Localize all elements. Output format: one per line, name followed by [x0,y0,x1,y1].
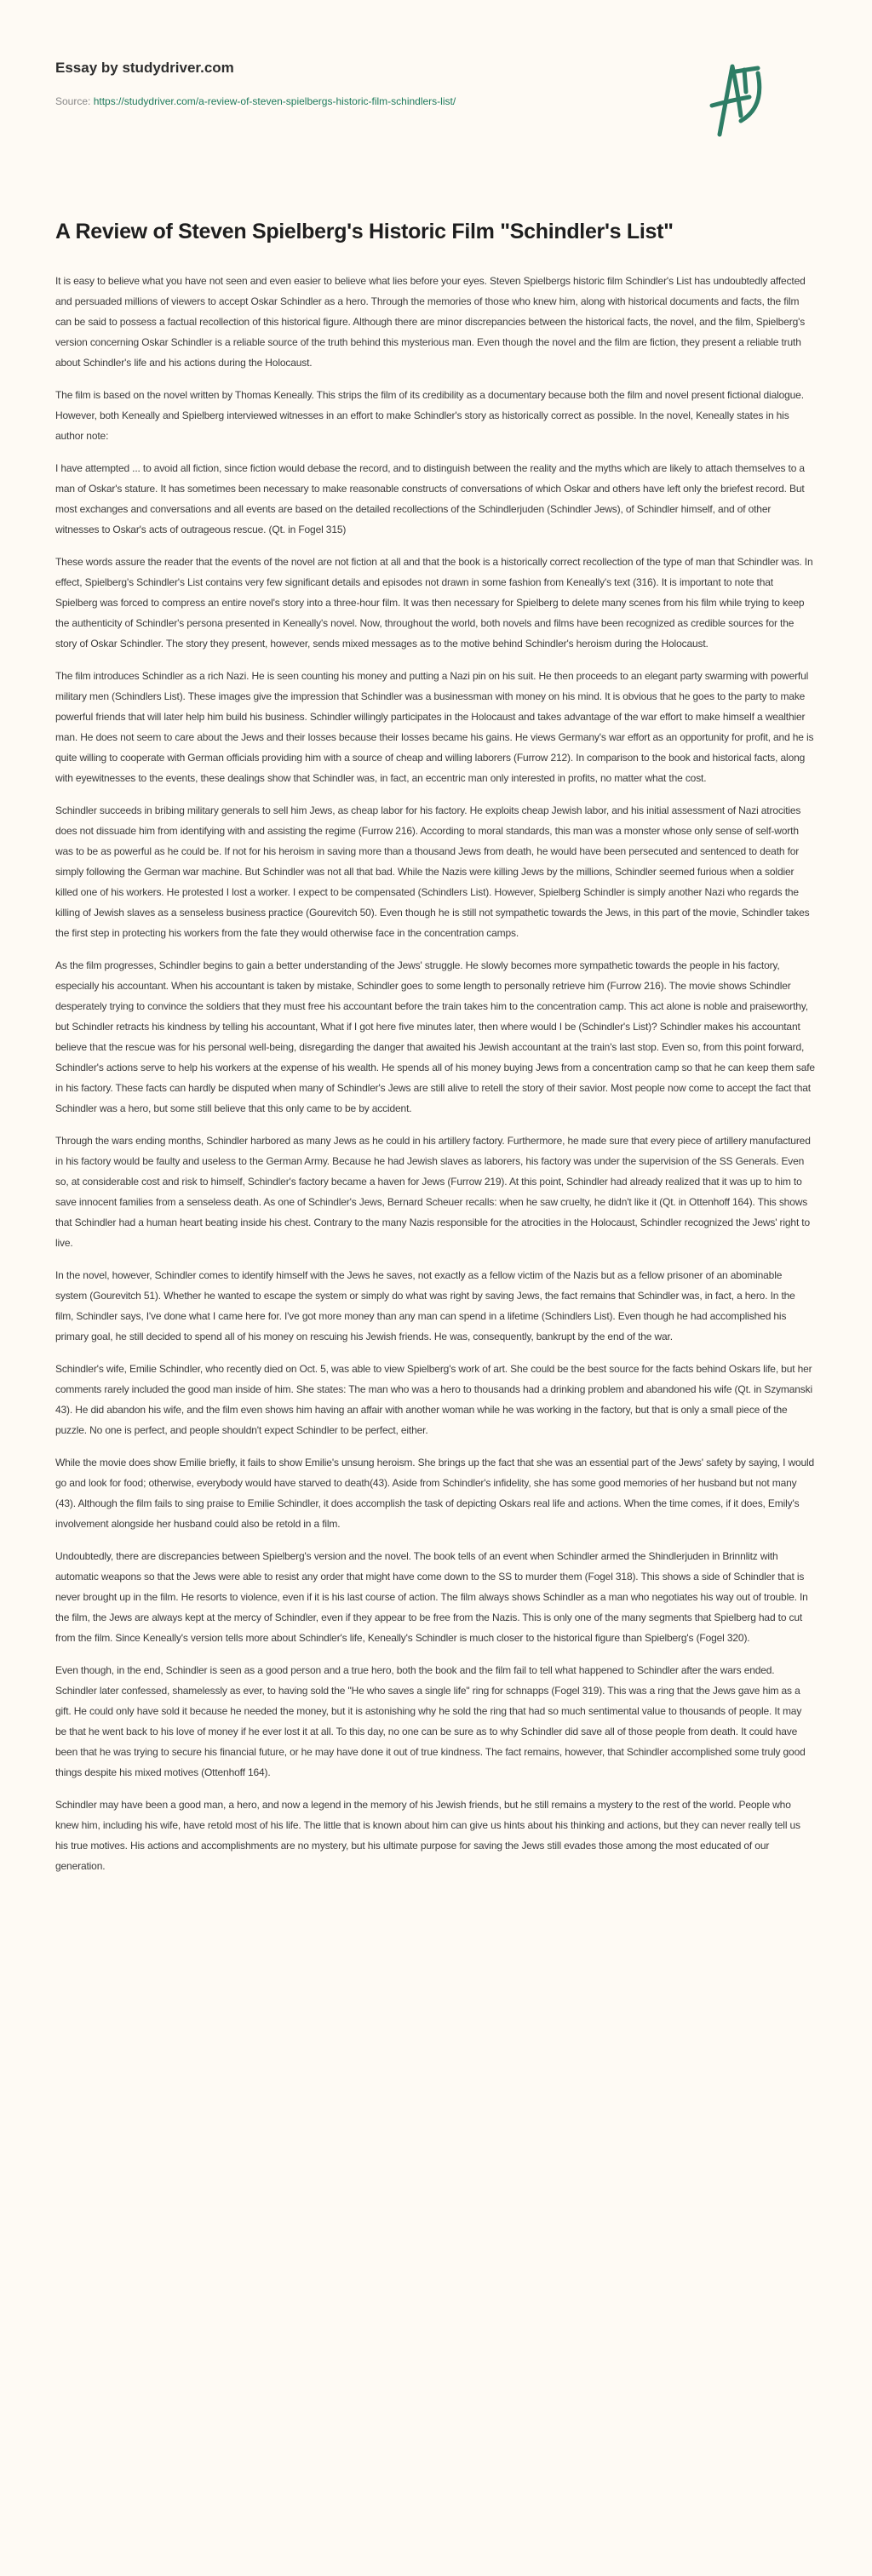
paragraph: While the movie does show Emilie briefly, it fails to show Emilie's unsung heroism. She brings up the fact that she was an essential part of the Jews' safety by saying, I would go and look for food; otherwise, everybody would have starved to death(43). Aside from Schindler's infidelity, she has some good memories of her husband but not many (43). Although the film fails to sing praise to Emilie Schindler, it does accomplish the task of depicting Oskars real life and actions. When the time comes, if it does, Emily's involvement alongside her husband could also be retold in a film. [55,1457,815,1530]
paragraph: Through the wars ending months, Schindler harbored as many Jews as he could in his artillery factory. Furthermore, he made sure that every piece of artillery manufactured in his factory would be faulty and useless to the German Army. Because he had Jewish slaves as laborers, his factory was under the supervision of the SS Generals. Even so, at considerable cost and risk to himself, Schindler's factory became a haven for Jews (Furrow 219). At this point, Schindler had already realized that it was up to him to save innocent families from a senseless death. As one of Schindler's Jews, Bernard Scheuer recalls: when he saw cruelty, he didn't like it (Qt. in Ottenhoff 164). This shows that Schindler had a human heart beating inside his chest. Contrary to the many Nazis responsible for the atrocities in the Holocaust, Schindler recognized the Jews' right to live. [55,1135,811,1249]
page-header [55,60,703,107]
source-label: Source: [55,95,91,107]
a-plus-logo-icon [705,56,807,141]
paragraph: The film introduces Schindler as a rich Nazi. He is seen counting his money and putting a Nazi pin on his suit. He then proceeds to an elegant party swarming with powerful military men (Schindlers List). These images give the impression that Schindler was a businessman with money on his mind. It is obvious that he goes to the party to make powerful friends that will later help him build his business. Schindler willingly participates in the Holocaust and takes advantage of the war effort to make himself a wealthier man. He does not seem to care about the Jews and their losses because their losses became his gains. He views Germany's war effort as an opportunity for profit, and he is quite willing to cooperate with German officials providing him with a source of cheap and willing laborers (Furrow 212). In comparison to the book and historical facts, along with eyewitnesses to the events, these dealings show that Schindler was, in fact, an eccentric man only interested in profits, no matter what the cost. [55,670,814,784]
site-title: Essay by studydriver.com [55,60,234,76]
paragraph: The film is based on the novel written by Thomas Keneally. This strips the film of its credibility as a documentary because both the film and novel present fictional dialogue. However, both Keneally and Spielberg interviewed witnesses in an effort to make Schindler's story as historically correct as possible. In the novel, Keneally states in his author note: [55,389,804,442]
paragraph: Undoubtedly, there are discrepancies between Spielberg's version and the novel. The book tells of an event when Schindler armed the Shindlerjuden in Brinnlitz with automatic weapons so that the Jews were able to resist any order that might have come down to the SS to murder them (Fogel 318). This shows a side of Schindler that is never brought up in the film. He resorts to violence, even if it is his last course of action. The film always shows Schindler as a man who negotiates his way out of trouble. In the film, the Jews are always kept at the mercy of Schindler, even if they appear to be free from the Nazis. This is only one of the many segments that Spielberg had to cut from the film. Since Keneally's version tells more about Schindler's life, Keneally's Schindler is much closer to the historical figure than Spielberg's (Fogel 320). [55,1550,808,1644]
article-title: A Review of Steven Spielberg's Historic Film "Schindler's List" [55,220,674,243]
paragraph: Schindler may have been a good man, a hero, and now a legend in the memory of his Jewish friends, but he still remains a mystery to the rest of the world. People who knew him, including his wife, have retold most of his life. The little that is known about him can give us hints about his thinking and actions, but they can never really tell us his true motives. His actions and accomplishments are no mystery, but his ultimate purpose for saving the Jews still evades those among the most educated of our generation. [55,1799,800,1872]
paragraph: In the novel, however, Schindler comes to identify himself with the Jews he saves, not exactly as a fellow victim of the Nazis but as a fellow prisoner of an abominable system (Gourevitch 51). Whether he wanted to escape the system or simply do what was right by saving Jews, the fact remains that Schindler was, in fact, a hero. In the film, Schindler says, I've done what I came here for. I've got more money than any man can spend in a lifetime (Schindlers List). Even though he had accomplished his primary goal, he still decided to spend all of his money on rescuing his Jewish friends. He was, consequently, bankrupt by the end of the war. [55,1269,795,1342]
paragraph: Schindler's wife, Emilie Schindler, who recently died on Oct. 5, was able to view Spielberg's work of art. She could be the best source for the facts behind Oskars life, but her comments rarely included the good man inside of him. She states: The man who was a hero to thousands had a drinking problem and abandoned his wife (Qt. in Szymanski 43). He did abandon his wife, and the film even shows him having an affair with another woman while he was working in the factory, but that is only a small piece of the puzzle. No one is perfect, and people shouldn't expect Schindler to be perfect, either. [55,1363,813,1436]
article [55,211,815,1888]
source-link[interactable]: https://studydriver.com/a-review-of-steven-spielbergs-historic-film-schindlers-list/ [93,95,456,107]
paragraph: These words assure the reader that the events of the novel are not fiction at all and that the book is a historically correct recollection of the type of man that Schindler was. In effect, Spielberg's Schindler's List contains very few significant details and episodes not drawn in some fashion from Keneally's text (316). It is important to note that Spielberg was forced to compress an entire novel's story into a three-hour film. It was then necessary for Spielberg to delete many scenes from his film while trying to keep the authenticity of Schindler's persona presented in Keneally's novel. Now, throughout the world, both novels and films have been recognized as credible sources for the story of Oskar Schindler. The story they present, however, sends mixed messages as to the motive behind Schindler's heroism during the Holocaust. [55,556,813,650]
source-line [55,95,703,107]
paragraph: Schindler succeeds in bribing military generals to sell him Jews, as cheap labor for his factory. He exploits cheap Jewish labor, and his initial assessment of Nazi atrocities does not dissuade him from identifying with and assisting the regime (Furrow 216). According to moral standards, this man was a monster whose only sense of self-worth was to be as powerful as he could be. If not for his heroism in saving more than a thousand Jews from death, he would have been persecuted and sentenced to death for simply following the German war machine. But Schindler was not all that bad. While the Nazis were killing Jews by the millions, Schindler seemed furious when a soldier killed one of his workers. He protested I lost a worker. I expect to be compensated (Schindlers List). However, Spielberg Schindler is simply another Nazi who regards the killing of Jewish slaves as a senseless business practice (Gourevitch 50). Even though he is still not sympathetic towards the Jews, in this part of the movie, Schindler takes the first step in protecting his workers from the fate they would otherwise face in the concentration camps. [55,804,810,939]
block-quote: I have attempted ... to avoid all fiction, since fiction would debase the record, and to distinguish between the reality and the myths which are likely to attach themselves to a man of Oskar's stature. It has sometimes been necessary to make reasonable constructs of conversations of which Oskar and others have left only the briefest record. But most exchanges and conversations and all events are based on the detailed recollections of the Schindlerjuden (Schindler Jews), of Schindler himself, and of other witnesses to Oskar's acts of outrageous rescue. (Qt. in Fogel 315) [55,462,805,535]
paragraph: Even though, in the end, Schindler is seen as a good person and a true hero, both the book and the film fail to tell what happened to Schindler after the wars ended. Schindler later confessed, shamelessly as ever, to having sold the "He who saves a single life" ring for schnapps (Fogel 319). This was a ring that the Jews gave him as a gift. He could only have sold it because he needed the money, but it is astonishing why he sold the ring that had so much sentimental value to thousands of people. It may be that he went back to his love of money if he ever lost it at all. To this day, no one can be sure as to why Schindler did save all of those people from death. It could have been that he was trying to secure his financial future, or he may have done it out of true kindness. The fact remains, however, that Schindler accomplished some truly good things despite his mixed motives (Ottenhoff 164). [55,1664,806,1778]
paragraph: It is easy to believe what you have not seen and even easier to believe what lies before your eyes. Steven Spielbergs historic film Schindler's List has undoubtedly affected and persuaded millions of viewers to accept Oskar Schindler as a hero. Through the memories of those who knew him, along with historical documents and facts, the film can be said to possess a factual recollection of this historical figure. Although there are minor discrepancies between the historical facts, the novel, and the film, Spielberg's version concerning Oskar Schindler is a reliable source of the truth behind this mysterious man. Even though the novel and the film are fiction, they present a reliable truth about Schindler's life and his actions during the Holocaust. [55,275,806,369]
paragraph: As the film progresses, Schindler begins to gain a better understanding of the Jews' struggle. He slowly becomes more sympathetic towards the people in his factory, especially his accountant. When his accountant is taken by mistake, Schindler goes to some length to personally retrieve him (Furrow 216). The movie shows Schindler desperately trying to convince the soldiers that they must free his accountant before the train takes him to the concentration camp. This act alone is noble and praiseworthy, but Schindler retracts his kindness by telling his accountant, What if I got here five minutes later, then where would I be (Schindler's List)? Schindler makes his accountant believe that the rescue was for his personal well-being, disregarding the danger that awaited his Jewish accountant at the train's last stop. Even so, from this point forward, Schindler's actions serve to help his workers at the expense of his wealth. He spends all of his money buying Jews from a concentration camp so that he can keep them safe in his factory. These facts can hardly be disputed when many of Schindler's Jews are still alive to retell the story of their savior. Most people now come to accept the fact that Schindler was a hero, but some still believe that this only came to be by accident. [55,959,815,1114]
